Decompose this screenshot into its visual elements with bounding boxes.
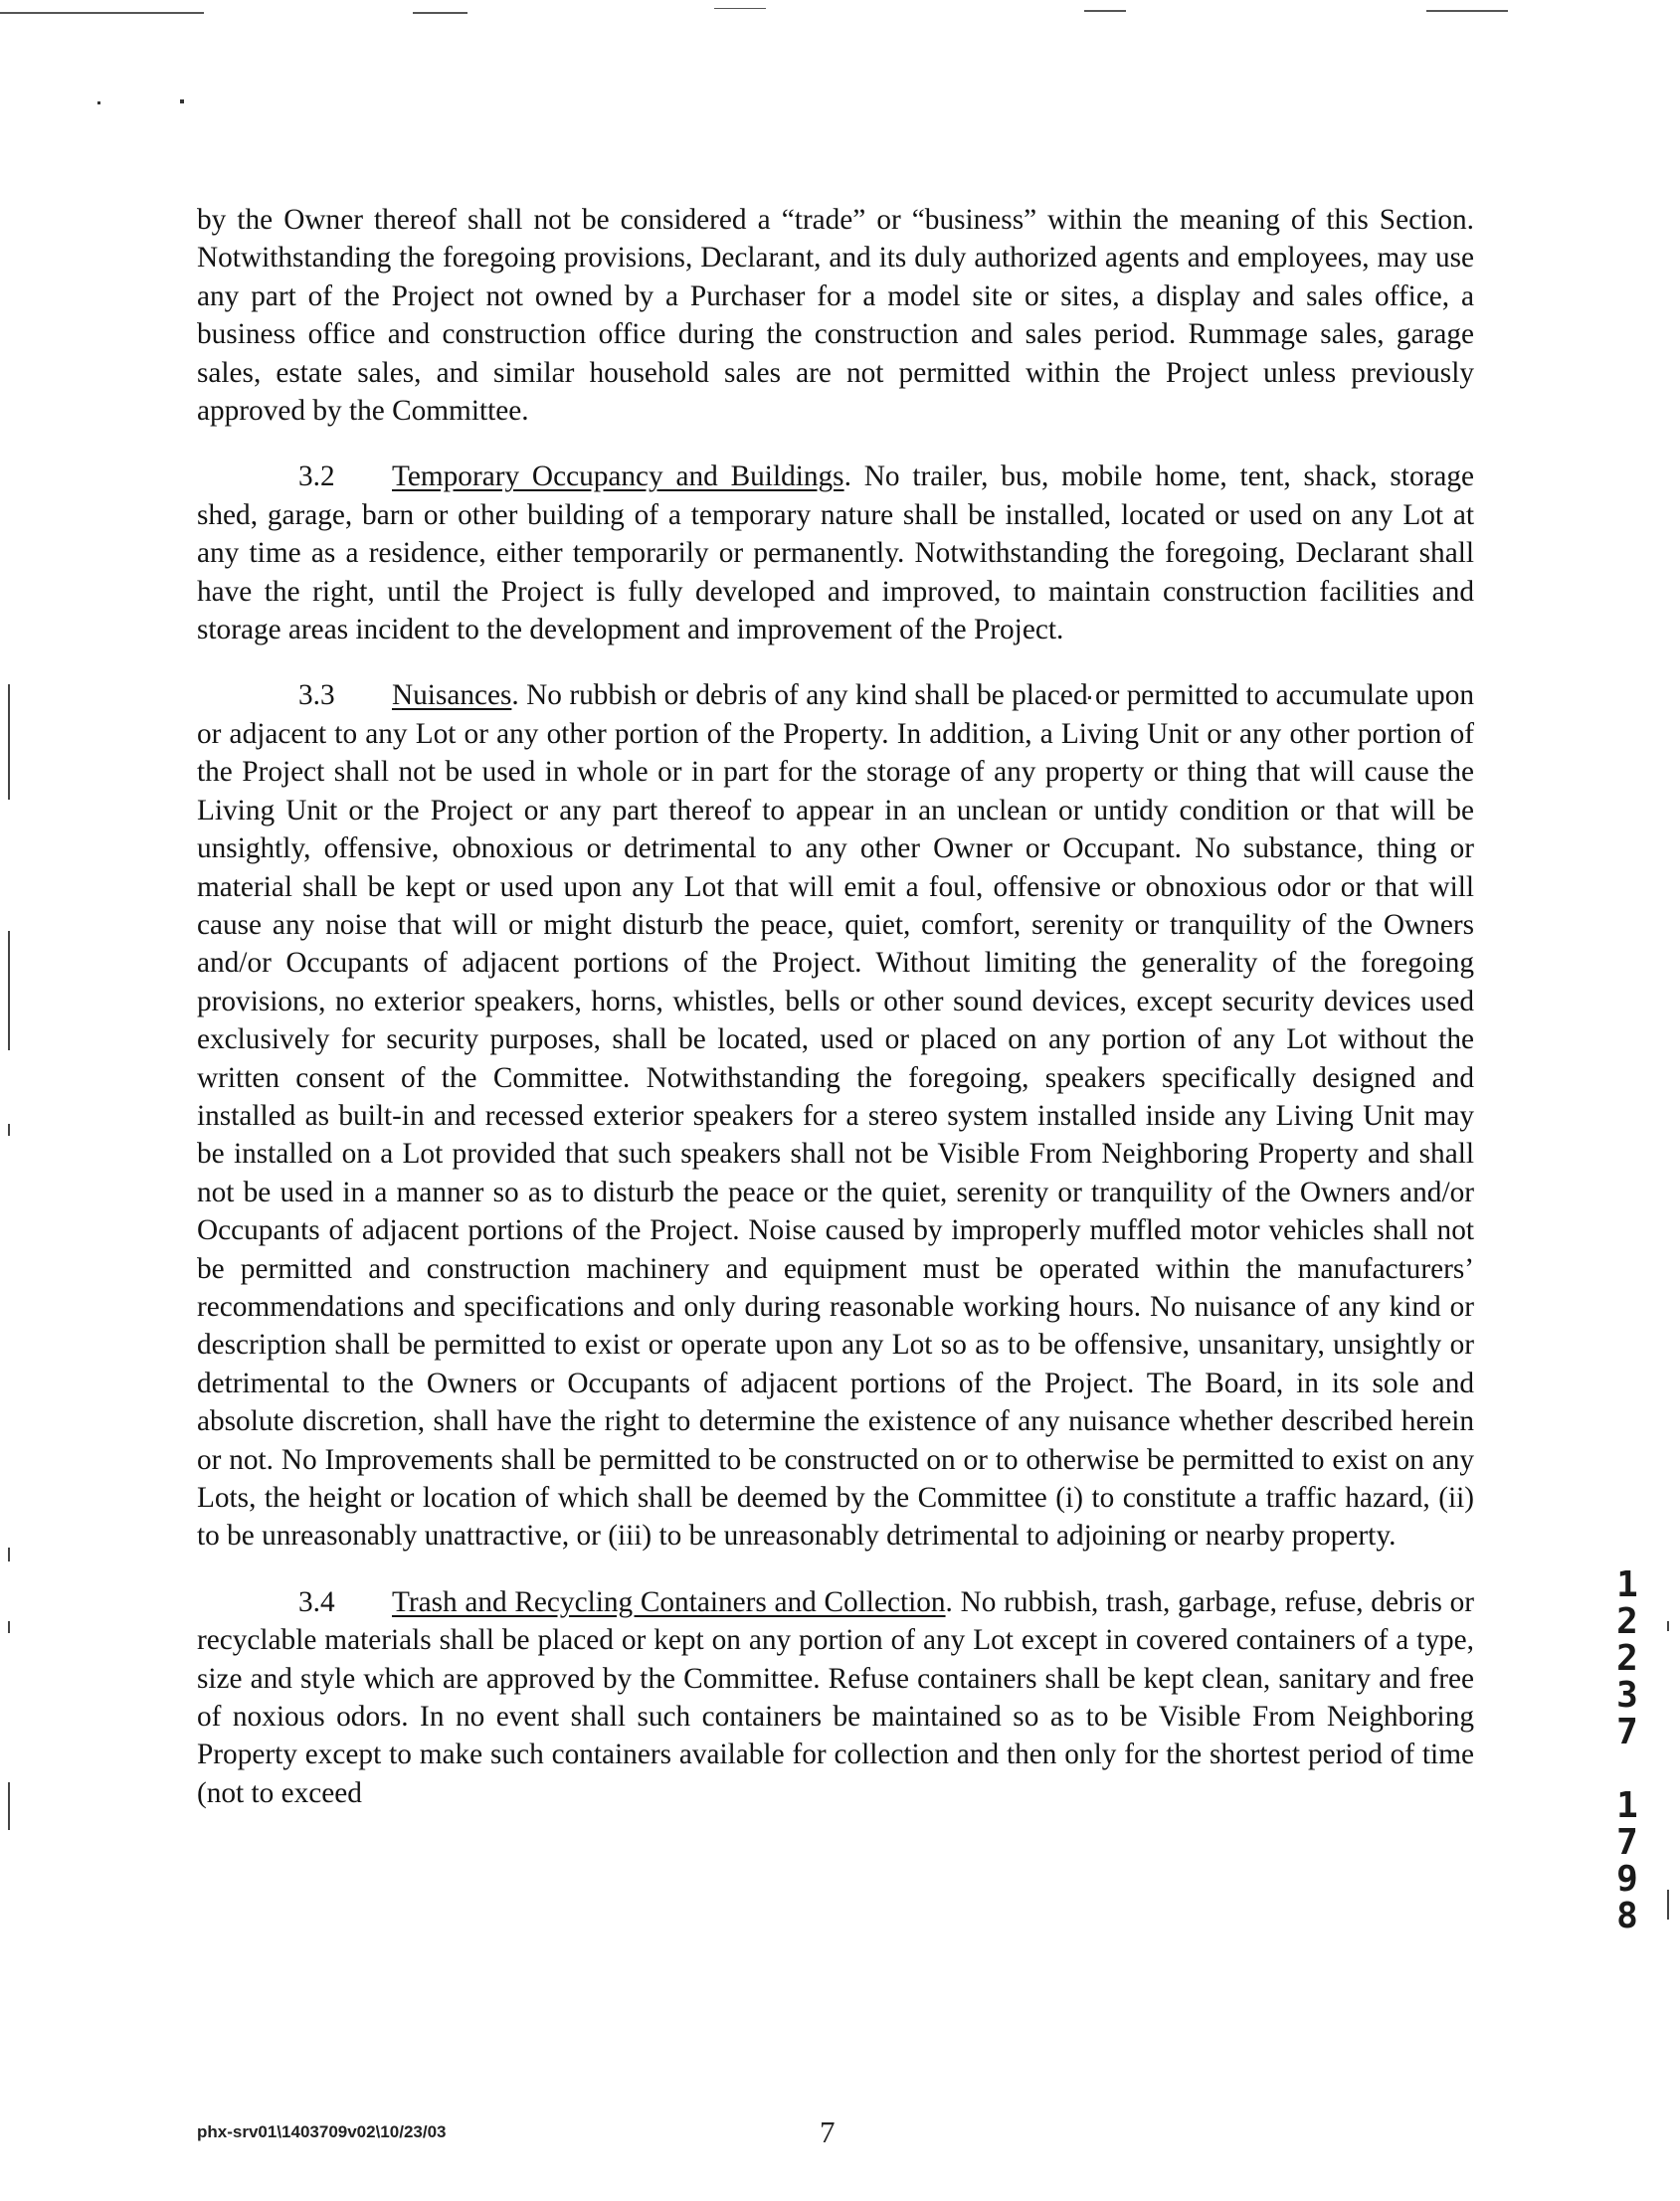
page-number: 7 [820,2114,836,2149]
paragraph-continuation [197,201,1474,430]
section-number: 3.3 [298,679,335,712]
section-text: . No rubbish or debris of any kind shall be placed or permitted to accumulate upon or adjacent to any Lot or any other portion of the Property. In addition, a Living Unit or any other portion of the Project shall not be used in whole or in part for the storage of any property or thing that will cause the Living Unit or the Project or any part thereof to appear in an unclean or untidy condition or that will be unsightly, offensive, obnoxious or detrimental to any other Owner or Occupant. No substance, thing or material shall be kept or used upon any Lot that will emit a foul, offensive or obnoxious odor or that will cause any noise that will or might disturb the peace, quiet, comfort, serenity or tranquility of the Owners and/or Occupants of adjacent portions of the Project. Without limiting the generality of the foregoing provisions, no exterior speakers, horns, whistles, bells or other sound devices, except security devices used exclusively for security purposes, shall be located, used or placed on any portion of any Lot without the written consent of the Committee. Notwithstanding the foregoing, speakers specifically designed and installed as built-in and recessed exterior speakers for a stereo system installed inside any Living Unit may be installed on a Lot provided that such speakers shall not be Visible From Neighboring Property and shall not be used in a manner so as to disturb the peace or the quiet, serenity or tranquility of the Owners and/or Occupants of adjacent portions of the Project. Noise caused by improperly muffled motor vehicles shall not be permitted and construction machinery and equipment must be operated within the manufacturers’ recommendations and specifications and only during reasonable working hours. No nuisance of any kind or description shall be permitted to exist or operate upon any Lot so as to be offensive, unsanitary, unsightly or detrimental to the Owners or Occupants of adjacent portions of the Project. The Board, in its sole and absolute discretion, shall have the right to determine the existence of any nuisance whether described herein or not. No Improvements shall be permitted to be constructed on or to otherwise be permitted to exist on any Lots, the height or location of which shall be deemed by the Committee (i) to constitute a traffic hazard, (ii) to be unreasonably unattractive, or (iii) to be unreasonably detrimental to adjoining or nearby property. [197,679,1474,1553]
scan-artifact-left-4 [8,1548,10,1561]
stamp-digit: 2 [1616,1638,1638,1679]
section-heading: Nuisances [392,679,512,712]
footer-document-id: phx-srv01\1403709v02\10/23/03 [197,2122,447,2141]
stamp-digit: 7 [1616,1712,1638,1752]
scan-artifact-left-1 [8,684,10,800]
scan-speck-1 [97,101,100,104]
scan-artifact-left-2 [8,931,10,1050]
stamp-digit: 7 [1616,1822,1638,1863]
scan-artifact-top-3 [714,8,766,9]
scan-artifact-top-5 [1426,10,1508,12]
stamp-digit: 8 [1616,1896,1638,1936]
scan-artifact-top-4 [1084,10,1126,12]
scan-artifact-top-2 [413,12,467,14]
section-text: . No rubbish, trash, garbage, refuse, debris or recyclable materials shall be placed or kept on any portion of any Lot except in covered containers of a type, size and style which are approved by the Committee. Refuse containers shall be kept clean, sanitary and free of noxious odors. In no event shall such containers be maintained so as to be Visible From Neighboring Property except to make such containers available for collection and then only for the shortest period of time (not to exceed [197,1585,1474,1809]
section-3-4 [197,1583,1474,1812]
scan-artifact-left-5 [8,1621,10,1633]
scan-artifact-right-2 [1667,1890,1669,1920]
section-text: . No trailer, bus, mobile home, tent, shack, storage shed, garage, barn or other building of a temporary nature shall be installed, located or used on any Lot at any time as a residence, either temporarily or permanently. Notwithstanding the foregoing, Declarant shall have the right, until the Project is fully developed and improved, to maintain construction facilities and storage areas incident to the development and improvement of the Project. [197,460,1474,646]
scan-artifact-left-6 [8,1782,10,1830]
scan-artifact-right-1 [1667,1621,1669,1631]
stamp-digit: 1 [1616,1564,1638,1605]
scan-artifact-left-3 [8,1124,10,1136]
stamp-digit: 3 [1616,1675,1638,1716]
document-body [197,201,1474,1840]
section-3-2 [197,458,1474,648]
scan-speck-2 [180,99,184,103]
paragraph-text: by the Owner thereof shall not be considered a “trade” or “business” within the meaning of this Section. Notwithstanding the foregoing provisions, Declarant, and its duly authorized agents and employees, may use any part of the Project not owned by a Purchaser for a model site or sites, a display and sales office, a business office and construction office during the construction and sales period. Rummage sales, garage sales, estate sales, and similar household sales are not permitted within the Project unless previously approved by the Committee. [197,204,1474,428]
section-number: 3.4 [298,1585,335,1618]
recording-number-stamp [1597,1566,1657,1934]
stamp-digit: 2 [1616,1601,1638,1642]
stamp-digit: 9 [1616,1859,1638,1900]
scan-artifact-top-1 [0,12,204,14]
section-heading: Temporary Occupancy and Buildings [392,460,844,493]
section-3-3 [197,676,1474,1555]
section-heading: Trash and Recycling Containers and Collection [392,1585,946,1618]
stamp-digit: 1 [1616,1785,1638,1826]
section-number: 3.2 [298,460,335,493]
